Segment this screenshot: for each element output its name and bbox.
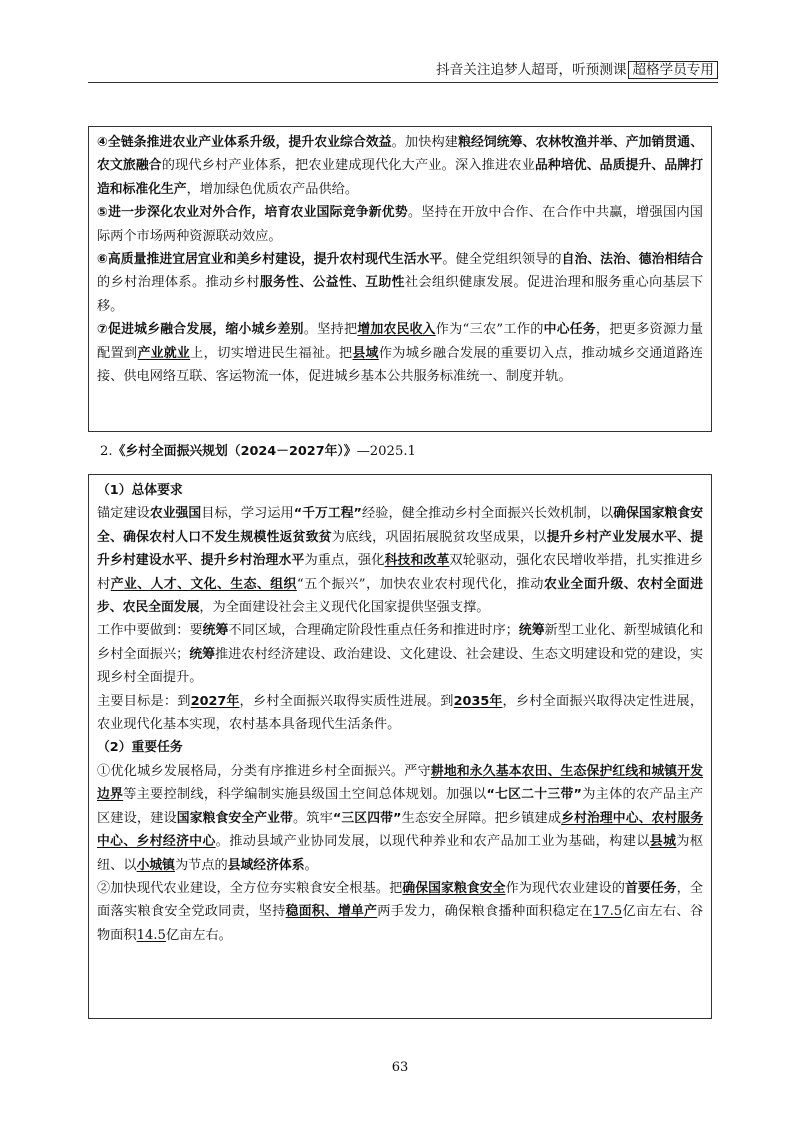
bold-text: ⑦促进城乡融合发展，缩小城乡差别 bbox=[97, 322, 304, 338]
paragraph-7 bbox=[97, 318, 703, 388]
text: ，乡村全面振兴取得实质性进展。到 bbox=[239, 693, 454, 709]
text: 作为“三农”工作的 bbox=[435, 322, 544, 338]
text: 锚定建设 bbox=[97, 506, 150, 522]
underlined-number: 14.5 bbox=[136, 927, 166, 943]
underlined-text: 稳面积、增单产 bbox=[285, 904, 378, 920]
section-title-text: 《乡村全面振兴规划（2024－2027年）》 bbox=[112, 444, 357, 459]
underlined-text: 产业、人才、文化、生态、组织 bbox=[110, 576, 297, 592]
paragraph-task-1 bbox=[97, 760, 703, 877]
text: 。健全党组织领导的 bbox=[442, 252, 562, 268]
text: 作为城乡融合发展的重要切入点，推动城乡交通道路连接、供电网络互联、客运物流一体，促进城乡基本公共服务标准统一、制度并轨。 bbox=[97, 345, 704, 385]
underlined-text: 耕地和永久基本农田、生态保护红线和城镇开发边界 bbox=[97, 763, 704, 803]
text: ，把更多资源力量配置到 bbox=[97, 322, 704, 361]
bold-text: 提升乡村产业发展水平、提升乡村建设水平、提升乡村治理水平 bbox=[97, 529, 704, 569]
text: 经验，健全推动乡村全面振兴长效机制，以 bbox=[361, 506, 614, 522]
text: 工作中要做到：要 bbox=[97, 623, 203, 639]
paragraph-4 bbox=[97, 131, 703, 201]
header-text: 抖音关注追梦人超哥，听预测课 bbox=[436, 62, 627, 78]
paragraph-5 bbox=[97, 201, 703, 248]
text: 两手发力，确保粮食播种面积稳定在 bbox=[377, 904, 593, 920]
section-title bbox=[100, 441, 416, 463]
text: 社会组织健康发展。促进治理和服务重心向基层下移。 bbox=[97, 275, 704, 314]
bold-text: 统筹 bbox=[518, 623, 545, 639]
text: 作为现代农业建设的 bbox=[505, 880, 625, 896]
section-date: —2025.1 bbox=[356, 444, 416, 459]
text: ，增加绿色优质农产品供给。 bbox=[186, 181, 359, 197]
paragraph-work bbox=[97, 619, 703, 689]
text: 。坚持把 bbox=[303, 322, 358, 338]
bold-text: 统筹 bbox=[189, 646, 215, 662]
text: 上，切实增进民生福祉。把 bbox=[190, 345, 353, 361]
text: 双轮驱动，强化农民增收举措，扎实推进乡村 bbox=[97, 553, 704, 592]
text: 为枢纽、以 bbox=[97, 834, 704, 873]
bold-text: 中心任务 bbox=[543, 322, 596, 338]
text: 目标，学习运用 bbox=[201, 506, 294, 522]
text: 。推动县域产业协同发展，以现代种养业和农产品加工业为基础，构建以 bbox=[215, 834, 650, 850]
text: ②加快现代农业建设，全方位夯实粮食安全根基。把 bbox=[97, 880, 403, 896]
bold-text: ⑤进一步深化农业对外合作，培育农业国际竞争新优势 bbox=[97, 205, 408, 221]
underlined-text: 2027年 bbox=[190, 693, 240, 709]
underlined-text: 小城镇 bbox=[136, 857, 175, 873]
text: 为主体的农产品主产区建设，建设 bbox=[97, 787, 704, 826]
subheading-text: （1）总体要求 bbox=[97, 483, 183, 498]
underlined-text: 2035年 bbox=[453, 693, 503, 709]
bold-text: “三区四带” bbox=[332, 810, 402, 826]
page-header bbox=[436, 60, 718, 80]
text: ①优化城乡发展格局，分类有序推进乡村全面振兴。严守 bbox=[97, 763, 431, 779]
text: 新型工业化、新型城镇化和乡村全面振兴； bbox=[97, 623, 704, 662]
text: 为节点的 bbox=[174, 857, 228, 873]
underlined-text: 产业就业 bbox=[137, 345, 191, 361]
paragraph-6 bbox=[97, 248, 703, 318]
text: ，为全面建设社会主义现代化国家提供坚强支撑。 bbox=[199, 600, 490, 616]
text: “五个振兴”，加快农业农村现代化，推动 bbox=[296, 576, 544, 592]
text: 为底线，巩固拓展脱贫攻坚成果，以 bbox=[331, 529, 547, 545]
text: 等主要控制线，科学编制实施县级国土空间总体规划。加强以 bbox=[123, 787, 487, 803]
text: 不同区域，合理确定阶段性重点任务和推进时序； bbox=[228, 623, 519, 639]
underlined-text: 县城 bbox=[649, 834, 677, 850]
text: 推进农村经济建设、政治建设、文化建设、社会建设、生态文明建设和党的建设，实现乡村全面提升。 bbox=[97, 646, 704, 686]
bold-text: 粮经饲统筹、农林牧渔并举、产加销贯通、农文旅融合 bbox=[97, 135, 703, 174]
text: ，全面落实粮食安全党政同责，坚持 bbox=[97, 880, 704, 920]
content-box-1 bbox=[88, 126, 712, 432]
bold-text: 统筹 bbox=[202, 623, 229, 639]
underlined-text: 县域 bbox=[352, 345, 379, 361]
subheading-2 bbox=[97, 736, 703, 759]
text: 为重点，强化 bbox=[304, 553, 385, 569]
text: 。筑牢 bbox=[292, 810, 333, 826]
bold-text: 首要任务 bbox=[625, 880, 677, 896]
text: 主要目标是：到 bbox=[97, 693, 191, 709]
text: 。 bbox=[304, 857, 318, 873]
header-rule bbox=[88, 82, 718, 83]
underlined-number: 17.5 bbox=[592, 904, 623, 920]
bold-text: “千万工程” bbox=[293, 506, 362, 522]
text: 。加快构建 bbox=[391, 135, 459, 150]
bold-text: 自治、法治、德治相结合 bbox=[561, 252, 704, 268]
header-tag: 超格学员专用 bbox=[628, 61, 718, 79]
bold-text: “七区二十三带” bbox=[486, 787, 582, 803]
bold-text: 确保国家粮食安全、确保农村人口不发生规模性返贫致贫 bbox=[97, 506, 704, 545]
paragraph-task-2 bbox=[97, 877, 703, 947]
text: 亿亩左右、谷物面积 bbox=[97, 904, 704, 943]
section-number: 2. bbox=[100, 444, 113, 459]
underlined-text: 确保国家粮食安全 bbox=[402, 880, 506, 896]
text: 的现代乡村产业体系，把农业建成现代化大产业。深入推进农业 bbox=[161, 158, 535, 174]
paragraph-general bbox=[97, 502, 703, 619]
text: 的乡村治理体系。推动乡村 bbox=[97, 275, 260, 291]
underlined-text: 乡村治理中心、农村服务中心、乡村经济中心 bbox=[97, 810, 704, 850]
subheading-text: （2）重要任务 bbox=[97, 740, 183, 756]
text: 生态安全屏障。把乡镇建成 bbox=[401, 810, 562, 826]
bold-text: 县域经济体系 bbox=[227, 857, 305, 873]
text: 亿亩左右。 bbox=[165, 927, 232, 943]
text: ，乡村全面振兴取得决定性进展，农业现代化基本实现，农村基本具备现代生活条件。 bbox=[97, 693, 704, 733]
subheading-1 bbox=[97, 479, 703, 502]
bold-text: 服务性、公益性、互助性 bbox=[259, 275, 405, 291]
bold-text: 国家粮食安全产业带 bbox=[176, 810, 293, 826]
paragraph-goals bbox=[97, 690, 703, 737]
bold-text: 品种培优、品质提升、品牌打造和标准化生产 bbox=[97, 158, 704, 197]
bold-text: 农业强国 bbox=[149, 506, 202, 522]
bold-text: 农业全面升级、农村全面进步、农民全面发展 bbox=[97, 576, 704, 616]
content-box-2 bbox=[88, 474, 712, 1019]
text: 。坚持在开放中合作、在合作中共赢，增强国内国际两个市场两种资源联动效应。 bbox=[97, 205, 703, 244]
page-number: 63 bbox=[391, 1060, 409, 1075]
underlined-text: 增加农民收入 bbox=[357, 322, 436, 338]
bold-text: ⑥高质量推进宜居宜业和美乡村建设，提升农村现代生活水平 bbox=[97, 252, 443, 268]
bold-text: ④全链条推进农业产业体系升级，提升农业综合效益 bbox=[97, 135, 392, 150]
underlined-text: 科技和改革 bbox=[384, 553, 450, 569]
